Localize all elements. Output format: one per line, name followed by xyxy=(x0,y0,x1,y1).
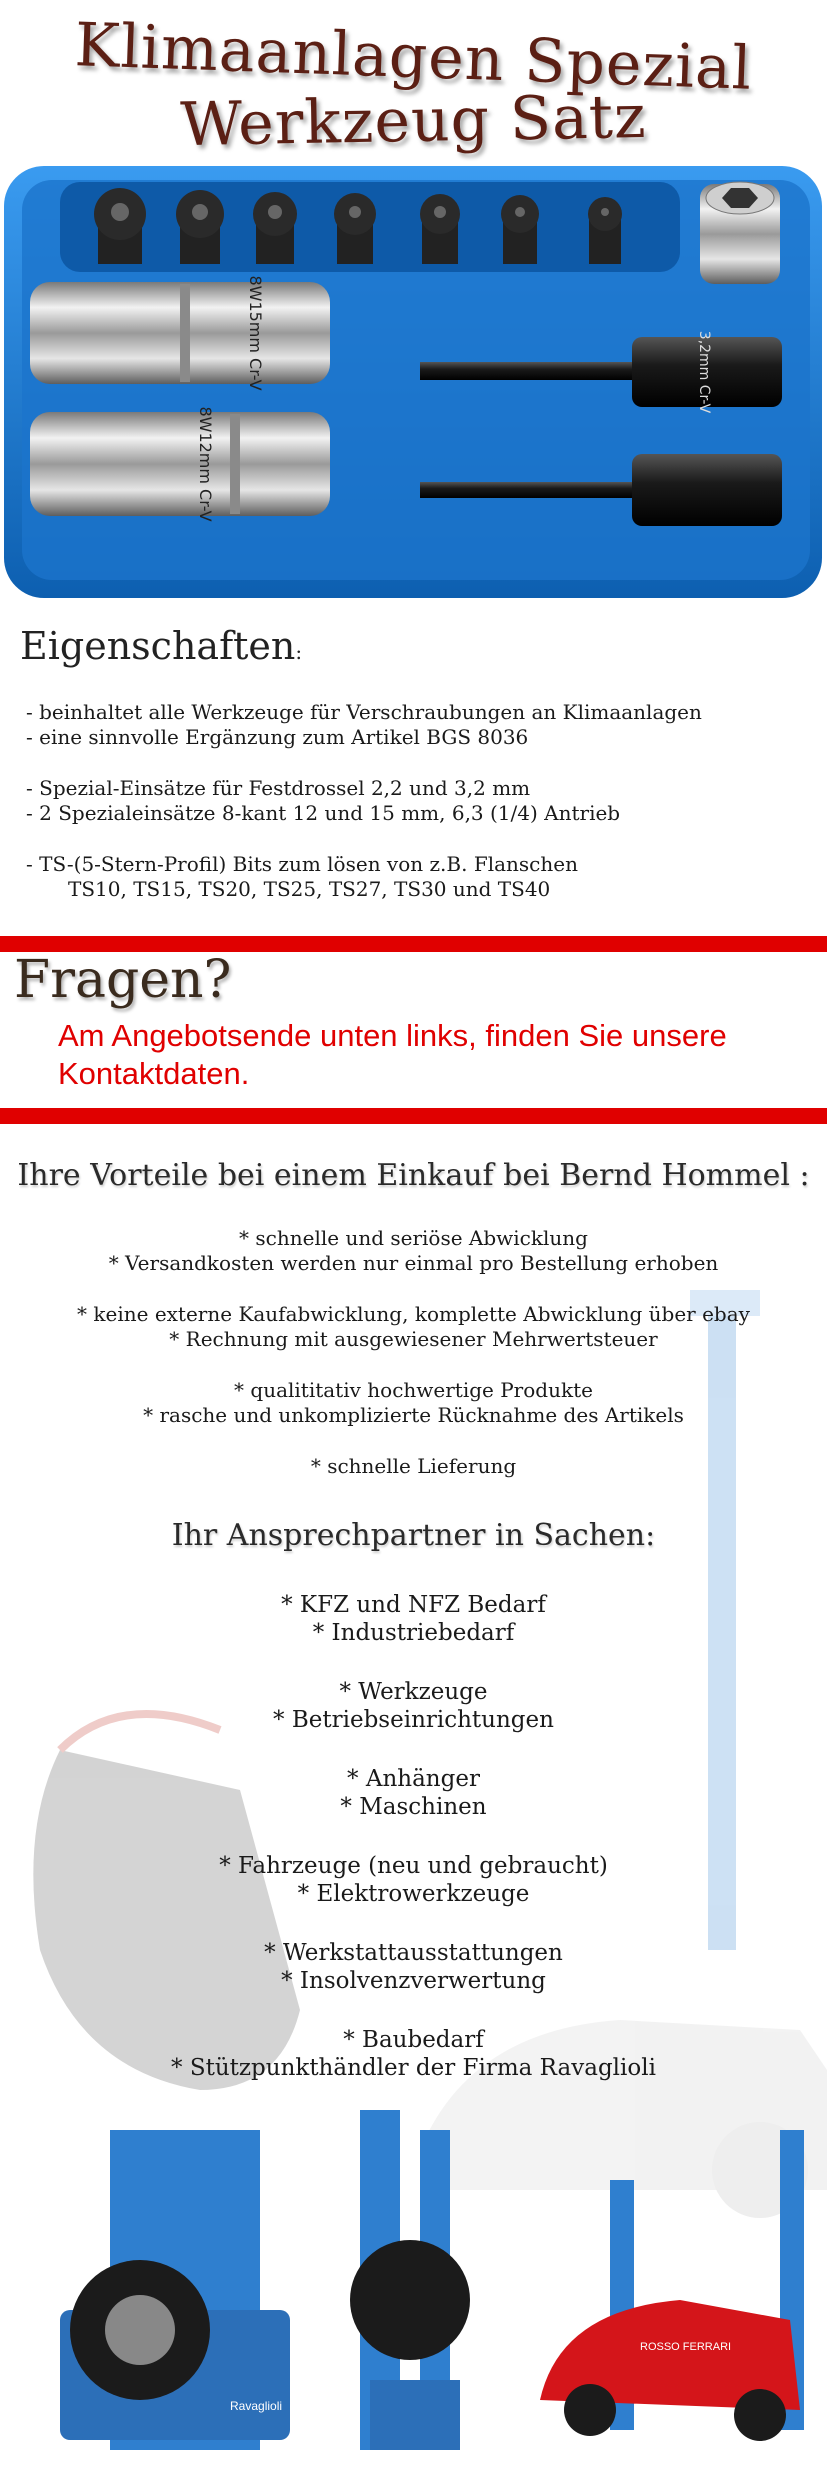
vorteil-item: * schnelle und seriöse Abwicklung xyxy=(239,1226,588,1250)
fragen-text: Kontaktdaten. xyxy=(58,1056,250,1091)
feature-item: - 2 Spezialeinsätze 8-kant 12 und 15 mm, 6,3 (1/4) Antrieb xyxy=(26,801,621,825)
vorteile-heading: Ihre Vorteile bei einem Einkauf bei Bernd Hommel : xyxy=(17,1158,810,1193)
vorteil-item: * schnelle Lieferung xyxy=(310,1454,517,1478)
vorteil-item: * qualititativ hochwertige Produkte xyxy=(234,1378,593,1402)
product-image xyxy=(0,162,827,607)
ansprechpartner-item: * Insolvenzverwertung xyxy=(281,1968,546,1994)
ansprechpartner-item: * Stützpunkthändler der Firma Ravaglioli xyxy=(171,2055,656,2081)
ansprechpartner-heading: Ihr Ansprechpartner in Sachen: xyxy=(171,1518,656,1553)
ansprechpartner-item: * KFZ und NFZ Bedarf xyxy=(281,1592,546,1618)
vorteil-item: * Versandkosten werden nur einmal pro Bestellung erhoben xyxy=(108,1251,719,1275)
vorteil-item: * keine externe Kaufabwicklung, komplette Abwicklung über ebay xyxy=(77,1302,750,1326)
svg-text:Ravaglioli: Ravaglioli xyxy=(230,2399,283,2413)
svg-text:3,2mm Cr-V: 3,2mm Cr-V xyxy=(696,330,712,414)
svg-text:ROSSO FERRARI: ROSSO FERRARI xyxy=(640,2341,732,2353)
ansprechpartner-item: * Anhänger xyxy=(347,1766,480,1792)
feature-item: - Spezial-Einsätze für Festdrossel 2,2 und 3,2 mm xyxy=(26,776,531,800)
title-line-1: Klimaanlagen Spezial xyxy=(73,10,754,104)
chrome-socket-bottom xyxy=(30,406,330,521)
fragen-text: Am Angebotsende unten links, finden Sie unsere xyxy=(58,1018,727,1053)
ansprechpartner-item: * Maschinen xyxy=(340,1794,487,1820)
title-line-2: Werkzeug Satz xyxy=(179,81,648,161)
svg-text:8W15mm Cr-V: 8W15mm Cr-V xyxy=(246,275,265,391)
ansprechpartner-item: * Elektrowerkzeuge xyxy=(297,1881,530,1907)
ansprechpartner-item: * Betriebseinrichtungen xyxy=(273,1707,554,1733)
feature-item: TS10, TS15, TS20, TS25, TS27, TS30 und TS40 xyxy=(68,877,551,901)
feature-item: - TS-(5-Stern-Profil) Bits zum lösen von z.B. Flanschen xyxy=(26,852,578,876)
vorteil-item: * Rechnung mit ausgewiesener Mehrwertsteuer xyxy=(169,1327,658,1351)
divider-red-bottom xyxy=(0,1108,827,1124)
ansprechpartner-item: * Werkstattausstattungen xyxy=(264,1940,563,1966)
svg-text:8W12mm Cr-V: 8W12mm Cr-V xyxy=(196,406,215,522)
adapter-socket xyxy=(700,182,780,284)
ansprechpartner-item: * Industriebedarf xyxy=(312,1620,515,1646)
ansprechpartner-item: * Fahrzeuge (neu und gebraucht) xyxy=(219,1853,608,1879)
chrome-socket-top xyxy=(30,275,330,390)
fragen-heading: Fragen? xyxy=(14,950,232,1010)
feature-item: - beinhaltet alle Werkzeuge für Verschraubungen an Klimaanlagen xyxy=(26,700,702,724)
eigenschaften-heading: Eigenschaften: xyxy=(20,624,303,668)
ansprechpartner-item: * Werkzeuge xyxy=(339,1679,488,1705)
ansprechpartner-item: * Baubedarf xyxy=(343,2027,484,2053)
vorteil-item: * rasche und unkomplizierte Rücknahme des Artikels xyxy=(143,1403,684,1427)
feature-item: - eine sinnvolle Ergänzung zum Artikel BGS 8036 xyxy=(26,725,529,749)
bottom-photo-tyre-changer-1 xyxy=(60,2130,290,2450)
